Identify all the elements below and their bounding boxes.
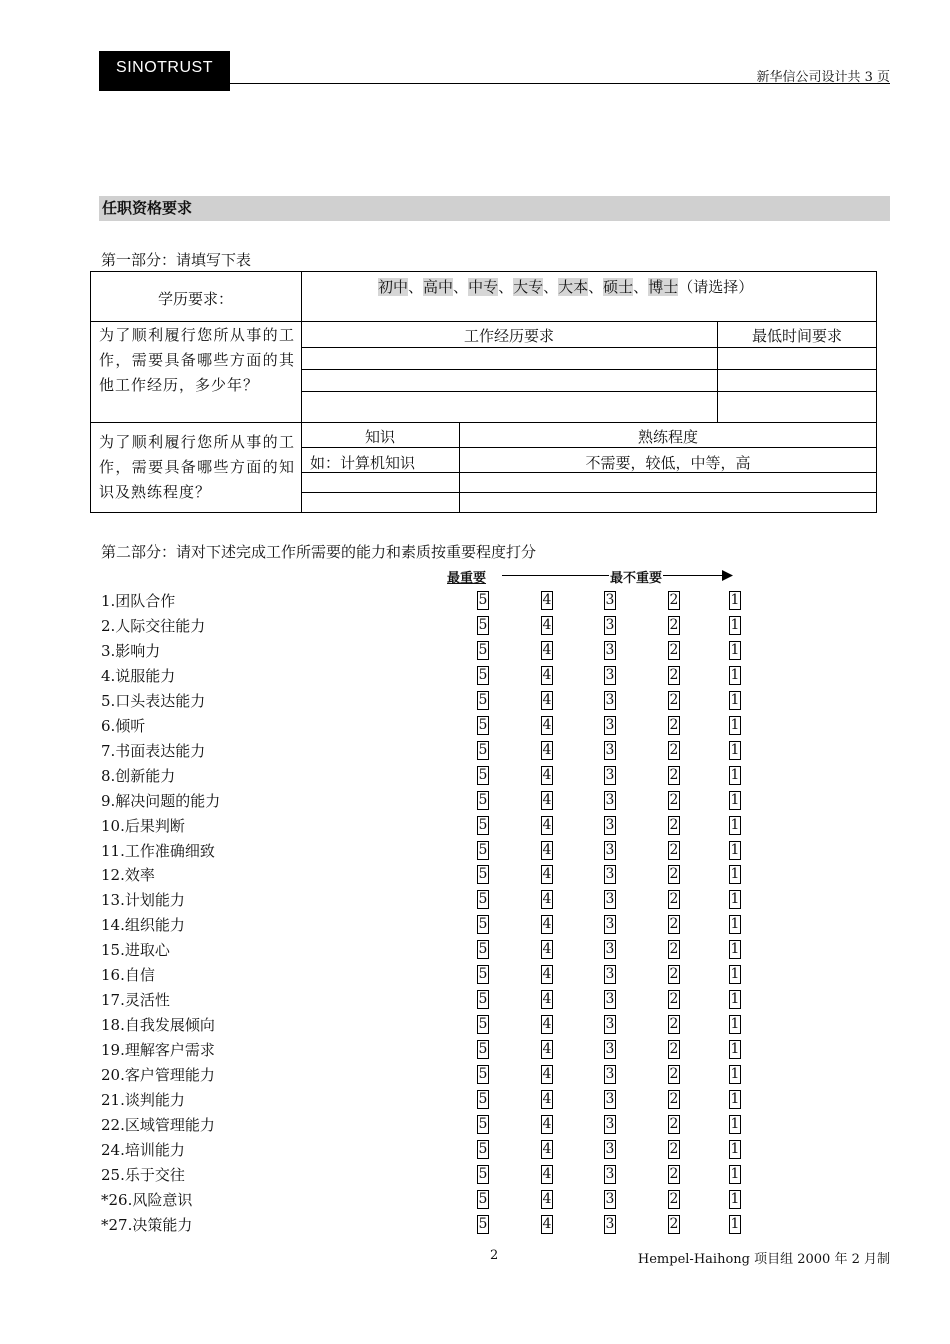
knowledge-input-1[interactable]	[303, 474, 457, 491]
rating-box-1[interactable]: 1	[730, 1141, 740, 1157]
rating-box-5[interactable]: 5	[478, 617, 488, 633]
rating-box-4[interactable]: 4	[542, 742, 552, 758]
rating-box-3[interactable]: 3	[605, 1166, 615, 1182]
rating-box-4[interactable]: 4	[542, 1066, 552, 1082]
section-title: 任职资格要求	[99, 196, 890, 221]
rating-box-3[interactable]: 3	[605, 1216, 615, 1232]
rating-box-2[interactable]: 2	[669, 667, 679, 683]
knowledge-example: 如：计算机知识	[310, 454, 416, 472]
rating-item-label: 12.效率	[101, 866, 155, 884]
rating-box-4[interactable]: 4	[542, 1116, 552, 1132]
rating-box-3[interactable]: 3	[605, 767, 615, 783]
rating-box-4[interactable]: 4	[542, 1041, 552, 1057]
min-time-input-1[interactable]	[719, 349, 875, 368]
rating-box-2[interactable]: 2	[669, 891, 679, 907]
rating-item-label: *27.决策能力	[101, 1216, 193, 1234]
part1-label: 第一部分：请填写下表	[101, 251, 252, 269]
arrow-right-icon	[722, 570, 734, 581]
rating-box-4[interactable]: 4	[542, 767, 552, 783]
rating-item-label: 11.工作准确细致	[101, 842, 215, 860]
rating-box-3[interactable]: 3	[605, 891, 615, 907]
rating-box-1[interactable]: 1	[730, 1016, 740, 1032]
rating-box-2[interactable]: 2	[669, 1016, 679, 1032]
rating-box-4[interactable]: 4	[542, 617, 552, 633]
proficiency-example: 不需要，较低，中等，高	[585, 454, 751, 472]
rating-box-2[interactable]: 2	[669, 592, 679, 608]
rating-box-5[interactable]: 5	[478, 891, 488, 907]
rating-box-2[interactable]: 2	[669, 1216, 679, 1232]
rating-box-5[interactable]: 5	[478, 742, 488, 758]
rating-box-2[interactable]: 2	[669, 1141, 679, 1157]
rating-item-label: 16.自信	[101, 966, 155, 984]
rating-item-label: 9.解决问题的能力	[101, 792, 221, 810]
rating-item-label: 10.后果判断	[101, 817, 185, 835]
rating-box-5[interactable]: 5	[478, 966, 488, 982]
rating-box-5[interactable]: 5	[478, 1141, 488, 1157]
rating-item-label: 14.组织能力	[101, 916, 185, 934]
rating-box-3[interactable]: 3	[605, 617, 615, 633]
experience-question: 为了顺利履行您所从事的工作，需要具备哪些方面的其他工作经历，多少年？	[99, 326, 295, 394]
rating-box-3[interactable]: 3	[605, 717, 615, 733]
proficiency-input-2[interactable]	[461, 494, 875, 512]
rating-box-5[interactable]: 5	[478, 817, 488, 833]
rating-box-2[interactable]: 2	[669, 1116, 679, 1132]
rating-box-2[interactable]: 2	[669, 916, 679, 932]
rating-box-4[interactable]: 4	[542, 1216, 552, 1232]
rating-box-3[interactable]: 3	[605, 1066, 615, 1082]
rating-box-1[interactable]: 1	[730, 742, 740, 758]
rating-box-4[interactable]: 4	[542, 916, 552, 932]
rating-box-5[interactable]: 5	[478, 866, 488, 882]
option-junior-college[interactable]: 大专	[513, 278, 544, 296]
experience-col-header: 工作经历要求	[463, 327, 554, 345]
rating-box-1[interactable]: 1	[730, 891, 740, 907]
rating-box-3[interactable]: 3	[605, 642, 615, 658]
rating-item-label: 19.理解客户需求	[101, 1041, 215, 1059]
rating-box-4[interactable]: 4	[542, 842, 552, 858]
rating-box-3[interactable]: 3	[605, 1091, 615, 1107]
rating-box-5[interactable]: 5	[478, 1116, 488, 1132]
rating-box-5[interactable]: 5	[478, 842, 488, 858]
rating-box-3[interactable]: 3	[605, 692, 615, 708]
rating-box-4[interactable]: 4	[542, 891, 552, 907]
rating-box-2[interactable]: 2	[669, 742, 679, 758]
knowledge-col-header: 知识	[364, 428, 395, 446]
rating-box-3[interactable]: 3	[605, 916, 615, 932]
option-bachelor[interactable]: 大本	[558, 278, 589, 296]
least-important-label: 最不重要	[609, 567, 663, 586]
rating-box-1[interactable]: 1	[730, 1216, 740, 1232]
rating-item-label: 22.区域管理能力	[101, 1116, 215, 1134]
rating-box-4[interactable]: 4	[542, 966, 552, 982]
rating-box-2[interactable]: 2	[669, 991, 679, 1007]
rating-item-label: 7.书面表达能力	[101, 742, 206, 760]
rating-box-2[interactable]: 2	[669, 1066, 679, 1082]
rating-box-5[interactable]: 5	[478, 667, 488, 683]
rating-item-label: 15.进取心	[101, 941, 170, 959]
rating-box-3[interactable]: 3	[605, 1191, 615, 1207]
rating-box-4[interactable]: 4	[542, 692, 552, 708]
rating-item-label: 25.乐于交往	[101, 1166, 185, 1184]
rating-box-2[interactable]: 2	[669, 941, 679, 957]
rating-box-2[interactable]: 2	[669, 1166, 679, 1182]
rating-box-5[interactable]: 5	[478, 717, 488, 733]
education-suffix: （请选择）	[678, 278, 754, 296]
rating-box-4[interactable]: 4	[542, 941, 552, 957]
rating-box-1[interactable]: 1	[730, 866, 740, 882]
rating-box-5[interactable]: 5	[478, 916, 488, 932]
proficiency-col-header: 熟练程度	[637, 428, 698, 446]
rating-box-3[interactable]: 3	[605, 742, 615, 758]
rating-item-label: 5.口头表达能力	[101, 692, 206, 710]
rating-box-4[interactable]: 4	[542, 1166, 552, 1182]
rating-box-3[interactable]: 3	[605, 817, 615, 833]
rating-box-1[interactable]: 1	[730, 792, 740, 808]
rating-box-3[interactable]: 3	[605, 842, 615, 858]
rating-box-2[interactable]: 2	[669, 792, 679, 808]
rating-box-4[interactable]: 4	[542, 1141, 552, 1157]
rating-box-2[interactable]: 2	[669, 866, 679, 882]
rating-item-label: 13.计划能力	[101, 891, 185, 909]
footer-credit: Hempel-Haihong 项目组 2000 年 2 月制	[637, 1252, 890, 1267]
education-label: 学历要求：	[157, 290, 233, 308]
rating-box-4[interactable]: 4	[542, 991, 552, 1007]
rating-box-3[interactable]: 3	[605, 1041, 615, 1057]
rating-box-1[interactable]: 1	[730, 617, 740, 633]
rating-box-5[interactable]: 5	[478, 642, 488, 658]
experience-input-1[interactable]	[303, 349, 715, 368]
company-logo: SINOTRUST	[99, 51, 230, 91]
rating-box-3[interactable]: 3	[605, 991, 615, 1007]
rating-box-4[interactable]: 4	[542, 717, 552, 733]
rating-box-3[interactable]: 3	[605, 966, 615, 982]
rating-box-5[interactable]: 5	[478, 1041, 488, 1057]
rating-box-2[interactable]: 2	[669, 717, 679, 733]
rating-box-1[interactable]: 1	[730, 767, 740, 783]
rating-box-5[interactable]: 5	[478, 1191, 488, 1207]
rating-box-4[interactable]: 4	[542, 1191, 552, 1207]
rating-box-5[interactable]: 5	[478, 991, 488, 1007]
rating-box-2[interactable]: 2	[669, 966, 679, 982]
rating-item-label: 21.谈判能力	[101, 1091, 185, 1109]
rating-box-2[interactable]: 2	[669, 1191, 679, 1207]
rating-box-3[interactable]: 3	[605, 792, 615, 808]
experience-input-2[interactable]	[303, 371, 715, 390]
education-options: 初中、高中、中专、大专、大本、硕士、博士（请选择）	[378, 278, 754, 296]
rating-box-4[interactable]: 4	[542, 817, 552, 833]
rating-box-3[interactable]: 3	[605, 866, 615, 882]
rating-box-1[interactable]: 1	[730, 667, 740, 683]
rating-box-4[interactable]: 4	[542, 866, 552, 882]
rating-box-1[interactable]: 1	[730, 966, 740, 982]
rating-box-2[interactable]: 2	[669, 842, 679, 858]
rating-box-2[interactable]: 2	[669, 642, 679, 658]
min-time-col-header: 最低时间要求	[751, 327, 842, 345]
rating-box-5[interactable]: 5	[478, 592, 488, 608]
rating-item-label: *26.风险意识	[101, 1191, 193, 1209]
option-master[interactable]: 硕士	[603, 278, 634, 296]
rating-box-2[interactable]: 2	[669, 817, 679, 833]
rating-box-5[interactable]: 5	[478, 1016, 488, 1032]
rating-box-1[interactable]: 1	[730, 1066, 740, 1082]
option-doctor[interactable]: 博士	[648, 278, 679, 296]
page-number: 2	[490, 1248, 499, 1263]
knowledge-question: 为了顺利履行您所从事的工作，需要具备哪些方面的知识及熟练程度？	[99, 433, 295, 501]
rating-box-4[interactable]: 4	[542, 592, 552, 608]
rating-box-5[interactable]: 5	[478, 941, 488, 957]
rating-box-1[interactable]: 1	[730, 1116, 740, 1132]
rating-box-1[interactable]: 1	[730, 592, 740, 608]
rating-box-3[interactable]: 3	[605, 1116, 615, 1132]
rating-item-label: 2.人际交往能力	[101, 617, 206, 635]
rating-item-label: 24.培训能力	[101, 1141, 185, 1159]
rating-box-1[interactable]: 1	[730, 817, 740, 833]
header-doc-info: 新华信公司设计共 3 页	[756, 70, 890, 85]
rating-box-3[interactable]: 3	[605, 667, 615, 683]
rating-item-label: 17.灵活性	[101, 991, 170, 1009]
rating-box-5[interactable]: 5	[478, 692, 488, 708]
rating-box-5[interactable]: 5	[478, 1091, 488, 1107]
rating-box-3[interactable]: 3	[605, 592, 615, 608]
proficiency-input-1[interactable]	[461, 474, 875, 491]
rating-box-2[interactable]: 2	[669, 767, 679, 783]
rating-item-label: 18.自我发展倾向	[101, 1016, 215, 1034]
rating-box-3[interactable]: 3	[605, 941, 615, 957]
rating-box-5[interactable]: 5	[478, 792, 488, 808]
most-important-label: 最重要	[447, 571, 487, 586]
rating-box-1[interactable]: 1	[730, 1091, 740, 1107]
rating-box-5[interactable]: 5	[478, 1166, 488, 1182]
option-junior-high[interactable]: 初中	[378, 278, 409, 296]
rating-box-1[interactable]: 1	[730, 1041, 740, 1057]
rating-item-label: 6.倾听	[101, 717, 146, 735]
rating-item-label: 1.团队合作	[101, 592, 176, 610]
rating-item-label: 20.客户管理能力	[101, 1066, 215, 1084]
rating-box-1[interactable]: 1	[730, 991, 740, 1007]
rating-box-5[interactable]: 5	[478, 1066, 488, 1082]
rating-box-1[interactable]: 1	[730, 1166, 740, 1182]
rating-box-1[interactable]: 1	[730, 916, 740, 932]
rating-box-4[interactable]: 4	[542, 642, 552, 658]
rating-box-1[interactable]: 1	[730, 642, 740, 658]
rating-item-label: 8.创新能力	[101, 767, 176, 785]
rating-box-1[interactable]: 1	[730, 717, 740, 733]
rating-box-2[interactable]: 2	[669, 1041, 679, 1057]
rating-box-5[interactable]: 5	[478, 1216, 488, 1232]
rating-box-3[interactable]: 3	[605, 1016, 615, 1032]
min-time-input-2[interactable]	[719, 371, 875, 390]
rating-box-1[interactable]: 1	[730, 842, 740, 858]
experience-input-3[interactable]	[303, 393, 715, 421]
rating-box-1[interactable]: 1	[730, 1191, 740, 1207]
knowledge-input-2[interactable]	[303, 494, 457, 512]
option-technical-school[interactable]: 中专	[468, 278, 499, 296]
part2-label: 第二部分：请对下述完成工作所需要的能力和素质按重要程度打分	[101, 543, 537, 561]
rating-box-2[interactable]: 2	[669, 692, 679, 708]
rating-box-2[interactable]: 2	[669, 1091, 679, 1107]
rating-box-4[interactable]: 4	[542, 1016, 552, 1032]
rating-item-label: 4.说服能力	[101, 667, 176, 685]
rating-box-4[interactable]: 4	[542, 1091, 552, 1107]
rating-box-1[interactable]: 1	[730, 941, 740, 957]
rating-box-2[interactable]: 2	[669, 617, 679, 633]
rating-box-3[interactable]: 3	[605, 1141, 615, 1157]
rating-item-label: 3.影响力	[101, 642, 161, 660]
option-senior-high[interactable]: 高中	[423, 278, 454, 296]
rating-box-5[interactable]: 5	[478, 767, 488, 783]
min-time-input-3[interactable]	[719, 393, 875, 421]
rating-box-1[interactable]: 1	[730, 692, 740, 708]
rating-box-4[interactable]: 4	[542, 667, 552, 683]
rating-box-4[interactable]: 4	[542, 792, 552, 808]
